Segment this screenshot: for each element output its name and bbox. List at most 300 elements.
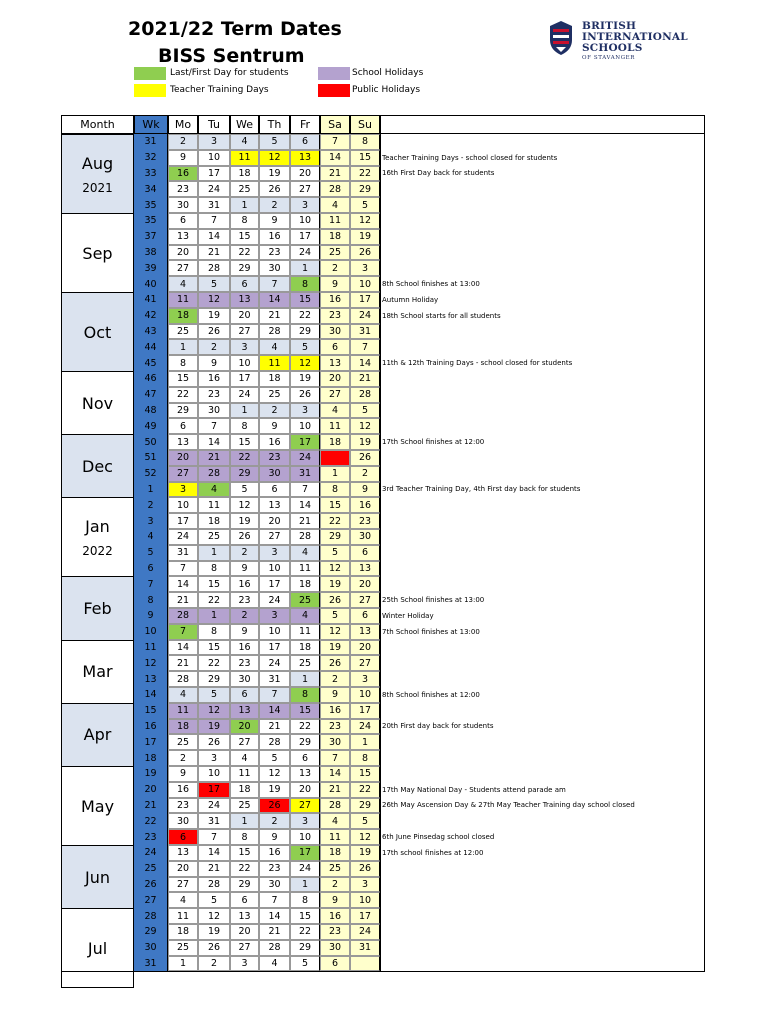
day-cell-tu: 26	[198, 324, 230, 340]
day-cell-tu: 15	[198, 640, 230, 656]
day-cell-sa: 23	[320, 719, 350, 735]
day-cell-th: 11	[259, 355, 290, 371]
week-number: 5	[134, 545, 168, 561]
day-cell-tu: 26	[198, 734, 230, 750]
day-cell-we: 4	[230, 750, 259, 766]
day-cell-sa: 11	[320, 418, 350, 434]
day-cell-su: 13	[350, 561, 380, 577]
week-number: 37	[134, 229, 168, 245]
week-number: 26	[134, 877, 168, 893]
day-cell-we: 12	[230, 497, 259, 513]
logo-line-2: INTERNATIONAL	[582, 31, 688, 43]
week-note: 6th June Pinsedag school closed	[382, 833, 495, 842]
day-cell-th: 24	[259, 655, 290, 671]
day-cell-mo: 20	[168, 861, 198, 877]
day-cell-mo: 29	[168, 403, 198, 419]
day-cell-th: 7	[259, 892, 290, 908]
day-cell-th: 26	[259, 798, 290, 814]
week-note: 25th School finishes at 13:00	[382, 596, 485, 605]
day-cell-we: 29	[230, 260, 259, 276]
day-cell-th: 26	[259, 181, 290, 197]
day-cell-we: 18	[230, 782, 259, 798]
day-cell-tu: 19	[198, 719, 230, 735]
week-number: 34	[134, 181, 168, 197]
day-cell-sa: 4	[320, 403, 350, 419]
day-cell-we: 29	[230, 877, 259, 893]
day-cell-mo: 6	[168, 213, 198, 229]
day-cell-mo: 15	[168, 371, 198, 387]
day-cell-th: 4	[259, 339, 290, 355]
day-cell-we: 6	[230, 892, 259, 908]
day-cell-sa: 16	[320, 292, 350, 308]
day-cell-su: 3	[350, 260, 380, 276]
day-cell-tu: 28	[198, 877, 230, 893]
header-tu: Tu	[198, 115, 230, 134]
page-subtitle: BISS Sentrum	[158, 45, 305, 67]
day-cell-we: 2	[230, 608, 259, 624]
week-number: 9	[134, 608, 168, 624]
header-sa: Sa	[320, 115, 350, 134]
day-cell-th: 9	[259, 829, 290, 845]
day-cell-tu: 12	[198, 292, 230, 308]
day-cell-sa: 5	[320, 545, 350, 561]
day-cell-mo: 4	[168, 276, 198, 292]
day-cell-we: 11	[230, 766, 259, 782]
day-cell-th: 31	[259, 671, 290, 687]
day-cell-th: 17	[259, 576, 290, 592]
week-number: 10	[134, 624, 168, 640]
month-name: Nov	[81, 393, 114, 413]
day-cell-mo: 10	[168, 497, 198, 513]
day-cell-sa: 18	[320, 229, 350, 245]
day-cell-fr: 15	[290, 908, 320, 924]
day-cell-th: 12	[259, 766, 290, 782]
day-cell-tu: 15	[198, 576, 230, 592]
day-cell-mo: 6	[168, 829, 198, 845]
day-cell-fr: 18	[290, 576, 320, 592]
day-cell-mo: 11	[168, 908, 198, 924]
month-name: Jan	[85, 516, 110, 536]
day-cell-we: 22	[230, 450, 259, 466]
day-cell-th: 20	[259, 513, 290, 529]
day-cell-we: 3	[230, 956, 259, 972]
week-number: 24	[134, 845, 168, 861]
day-cell-we: 13	[230, 292, 259, 308]
day-cell-we: 19	[230, 513, 259, 529]
day-cell-th: 28	[259, 324, 290, 340]
legend-label-public-holidays: Public Holidays	[352, 85, 421, 95]
header-th: Th	[259, 115, 290, 134]
day-cell-su: 3	[350, 877, 380, 893]
day-cell-th: 23	[259, 245, 290, 261]
day-cell-sa: 9	[320, 687, 350, 703]
week-note: Autumn Holiday	[382, 295, 439, 304]
day-cell-fr: 28	[290, 529, 320, 545]
day-cell-th: 21	[259, 308, 290, 324]
day-cell-we: 15	[230, 229, 259, 245]
day-cell-mo: 24	[168, 529, 198, 545]
day-cell-sa: 25	[320, 450, 350, 466]
day-cell-th: 19	[259, 782, 290, 798]
day-cell-sa: 1	[320, 466, 350, 482]
day-cell-tu: 25	[198, 529, 230, 545]
month-name: Dec	[82, 456, 113, 476]
day-cell-we: 20	[230, 308, 259, 324]
day-cell-th: 30	[259, 877, 290, 893]
day-cell-su: 24	[350, 924, 380, 940]
day-cell-mo: 6	[168, 418, 198, 434]
day-cell-tu: 8	[198, 561, 230, 577]
day-cell-mo: 25	[168, 940, 198, 956]
week-number: 50	[134, 434, 168, 450]
day-cell-th: 16	[259, 229, 290, 245]
day-cell-su: 9	[350, 482, 380, 498]
day-cell-we: 17	[230, 371, 259, 387]
week-number: 4	[134, 529, 168, 545]
week-note: 20th First day back for students	[382, 722, 494, 731]
legend-swatch-public-holidays	[318, 84, 350, 97]
week-number: 41	[134, 292, 168, 308]
day-cell-sa: 25	[320, 861, 350, 877]
day-cell-th: 19	[259, 166, 290, 182]
day-cell-tu: 14	[198, 434, 230, 450]
header-mo: Mo	[168, 115, 198, 134]
month-name: Oct	[83, 322, 112, 342]
day-cell-we: 6	[230, 276, 259, 292]
month-name: Mar	[82, 662, 113, 682]
day-cell-tu: 3	[198, 750, 230, 766]
day-cell-tu: 14	[198, 229, 230, 245]
week-number: 47	[134, 387, 168, 403]
day-cell-fr: 8	[290, 276, 320, 292]
day-cell-fr: 1	[290, 671, 320, 687]
day-cell-fr: 18	[290, 640, 320, 656]
day-cell-mo: 25	[168, 734, 198, 750]
day-cell-su: 26	[350, 450, 380, 466]
week-number: 3	[134, 513, 168, 529]
day-cell-tu: 21	[198, 861, 230, 877]
week-number: 32	[134, 150, 168, 166]
day-cell-sa: 28	[320, 798, 350, 814]
day-cell-th: 14	[259, 292, 290, 308]
day-cell-su: 29	[350, 181, 380, 197]
day-cell-th: 30	[259, 466, 290, 482]
day-cell-sa: 11	[320, 213, 350, 229]
day-cell-su: 15	[350, 766, 380, 782]
day-cell-we: 23	[230, 655, 259, 671]
day-cell-sa: 16	[320, 908, 350, 924]
day-cell-sa: 7	[320, 134, 350, 150]
day-cell-tu: 10	[198, 150, 230, 166]
day-cell-fr: 8	[290, 892, 320, 908]
day-cell-mo: 28	[168, 671, 198, 687]
header-month: Month	[61, 115, 134, 134]
day-cell-th: 4	[259, 956, 290, 972]
day-cell-mo: 17	[168, 513, 198, 529]
week-number: 21	[134, 798, 168, 814]
day-cell-su: 12	[350, 213, 380, 229]
week-number: 15	[134, 703, 168, 719]
day-cell-su: 23	[350, 513, 380, 529]
day-cell-fr: 3	[290, 197, 320, 213]
day-cell-tu: 23	[198, 387, 230, 403]
day-cell-fr: 1	[290, 877, 320, 893]
day-cell-fr: 10	[290, 213, 320, 229]
day-cell-mo: 16	[168, 782, 198, 798]
day-cell-tu: 5	[198, 276, 230, 292]
day-cell-sa: 18	[320, 434, 350, 450]
week-number: 29	[134, 924, 168, 940]
day-cell-we: 30	[230, 671, 259, 687]
day-cell-fr: 24	[290, 245, 320, 261]
day-cell-tu: 19	[198, 308, 230, 324]
week-number: 6	[134, 561, 168, 577]
day-cell-th: 7	[259, 276, 290, 292]
day-cell-fr: 4	[290, 608, 320, 624]
day-cell-su: 20	[350, 576, 380, 592]
day-cell-fr: 6	[290, 134, 320, 150]
table-border	[61, 115, 705, 972]
legend-label-training-days: Teacher Training Days	[170, 85, 269, 95]
week-number: 25	[134, 861, 168, 877]
day-cell-we: 20	[230, 719, 259, 735]
day-cell-we: 25	[230, 181, 259, 197]
day-cell-th: 3	[259, 608, 290, 624]
day-cell-th: 30	[259, 260, 290, 276]
day-cell-sa: 22	[320, 513, 350, 529]
crest-icon	[548, 20, 574, 56]
week-number: 46	[134, 371, 168, 387]
day-cell-th: 18	[259, 371, 290, 387]
day-cell-su: 27	[350, 655, 380, 671]
day-cell-we: 4	[230, 134, 259, 150]
day-cell-su: 31	[350, 940, 380, 956]
day-cell-su: 7	[350, 339, 380, 355]
day-cell-we: 8	[230, 829, 259, 845]
day-cell-su: 28	[350, 387, 380, 403]
day-cell-mo: 14	[168, 576, 198, 592]
day-cell-sa: 12	[320, 624, 350, 640]
day-cell-fr: 25	[290, 592, 320, 608]
day-cell-we: 8	[230, 213, 259, 229]
day-cell-mo: 9	[168, 150, 198, 166]
notes-divider	[380, 115, 381, 972]
week-number: 14	[134, 687, 168, 703]
day-cell-we: 9	[230, 624, 259, 640]
day-cell-su: 10	[350, 687, 380, 703]
day-cell-tu: 7	[198, 418, 230, 434]
day-cell-tu: 10	[198, 766, 230, 782]
day-cell-fr: 11	[290, 561, 320, 577]
day-cell-su: 6	[350, 608, 380, 624]
day-cell-th: 21	[259, 924, 290, 940]
day-cell-sa: 8	[320, 482, 350, 498]
header-we: We	[230, 115, 259, 134]
day-cell-su: 29	[350, 798, 380, 814]
day-cell-sa: 9	[320, 892, 350, 908]
day-cell-we: 5	[230, 482, 259, 498]
day-cell-tu: 28	[198, 260, 230, 276]
day-cell-tu: 12	[198, 908, 230, 924]
day-cell-sa: 5	[320, 608, 350, 624]
day-cell-mo: 4	[168, 687, 198, 703]
day-cell-we: 6	[230, 687, 259, 703]
day-cell-mo: 30	[168, 197, 198, 213]
legend-label-student-days: Last/First Day for students	[170, 68, 289, 78]
week-note: 7th School finishes at 13:00	[382, 627, 480, 636]
day-cell-sa: 16	[320, 703, 350, 719]
day-cell-fr: 5	[290, 339, 320, 355]
day-cell-su: 21	[350, 371, 380, 387]
day-cell-su: 31	[350, 324, 380, 340]
day-cell-we: 16	[230, 640, 259, 656]
month-year: 2022	[82, 543, 113, 558]
day-cell-sa: 14	[320, 150, 350, 166]
day-cell-sa: 27	[320, 387, 350, 403]
day-cell-fr: 22	[290, 719, 320, 735]
day-cell-mo: 4	[168, 892, 198, 908]
day-cell-tu: 22	[198, 655, 230, 671]
day-cell-we: 27	[230, 324, 259, 340]
day-cell-mo: 20	[168, 450, 198, 466]
week-number: 51	[134, 450, 168, 466]
day-cell-mo: 1	[168, 339, 198, 355]
week-note: 8th School finishes at 13:00	[382, 280, 480, 289]
day-cell-th: 2	[259, 197, 290, 213]
day-cell-th: 28	[259, 940, 290, 956]
day-cell-we: 2	[230, 545, 259, 561]
day-cell-sa: 26	[320, 655, 350, 671]
week-number: 33	[134, 166, 168, 182]
day-cell-th: 7	[259, 687, 290, 703]
day-cell-sa: 21	[320, 166, 350, 182]
day-cell-tu: 24	[198, 798, 230, 814]
day-cell-mo: 21	[168, 592, 198, 608]
day-cell-mo: 16	[168, 166, 198, 182]
day-cell-mo: 9	[168, 766, 198, 782]
day-cell-su: 22	[350, 782, 380, 798]
day-cell-mo: 28	[168, 608, 198, 624]
day-cell-mo: 20	[168, 245, 198, 261]
day-cell-th: 27	[259, 529, 290, 545]
logo-line-3: SCHOOLS	[582, 42, 643, 54]
day-cell-tu: 16	[198, 371, 230, 387]
day-cell-th: 2	[259, 813, 290, 829]
day-cell-we: 1	[230, 403, 259, 419]
day-cell-mo: 13	[168, 229, 198, 245]
day-cell-fr: 10	[290, 829, 320, 845]
day-cell-th: 5	[259, 134, 290, 150]
day-cell-fr: 3	[290, 403, 320, 419]
day-cell-th: 21	[259, 719, 290, 735]
day-cell-mo: 7	[168, 624, 198, 640]
week-note: 17th school finishes at 12:00	[382, 848, 484, 857]
logo-line-4: OF STAVANGER	[582, 55, 636, 61]
month-name: May	[80, 796, 115, 816]
day-cell-we: 15	[230, 434, 259, 450]
day-cell-sa: 6	[320, 339, 350, 355]
day-cell-th: 28	[259, 734, 290, 750]
week-note: 18th School starts for all students	[382, 311, 501, 320]
day-cell-we: 23	[230, 592, 259, 608]
month-name: Aug	[81, 153, 114, 173]
week-note: 3rd Teacher Training Day, 4th First day back for students	[382, 485, 581, 494]
day-cell-su: 24	[350, 308, 380, 324]
week-number: 22	[134, 813, 168, 829]
day-cell-tu: 22	[198, 592, 230, 608]
day-cell-we: 26	[230, 529, 259, 545]
day-cell-tu: 24	[198, 181, 230, 197]
day-cell-mo: 3	[168, 482, 198, 498]
day-cell-fr: 29	[290, 734, 320, 750]
day-cell-su: 13	[350, 624, 380, 640]
week-number: 28	[134, 908, 168, 924]
day-cell-fr: 8	[290, 687, 320, 703]
day-cell-su: 17	[350, 908, 380, 924]
day-cell-su: 20	[350, 640, 380, 656]
day-cell-fr: 10	[290, 418, 320, 434]
day-cell-sa: 2	[320, 671, 350, 687]
legend-swatch-student-days	[134, 67, 166, 80]
day-cell-tu: 2	[198, 339, 230, 355]
day-cell-mo: 7	[168, 561, 198, 577]
day-cell-su: 22	[350, 166, 380, 182]
day-cell-th: 14	[259, 908, 290, 924]
week-number: 35	[134, 197, 168, 213]
day-cell-we: 27	[230, 734, 259, 750]
day-cell-mo: 13	[168, 434, 198, 450]
day-cell-fr: 24	[290, 450, 320, 466]
week-note: 26th May Ascension Day & 27th May Teacher Training day school closed	[382, 801, 635, 810]
week-number: 18	[134, 750, 168, 766]
day-cell-mo: 11	[168, 703, 198, 719]
week-number: 43	[134, 324, 168, 340]
day-cell-tu: 31	[198, 813, 230, 829]
day-cell-mo: 2	[168, 750, 198, 766]
day-cell-mo: 8	[168, 355, 198, 371]
day-cell-th: 23	[259, 450, 290, 466]
day-cell-tu: 14	[198, 845, 230, 861]
day-cell-su: 8	[350, 134, 380, 150]
week-number: 16	[134, 719, 168, 735]
day-cell-su: 14	[350, 355, 380, 371]
day-cell-sa: 11	[320, 829, 350, 845]
day-cell-tu: 3	[198, 134, 230, 150]
day-cell-fr: 29	[290, 324, 320, 340]
day-cell-sa: 28	[320, 181, 350, 197]
day-cell-fr: 22	[290, 924, 320, 940]
day-cell-mo: 27	[168, 877, 198, 893]
day-cell-su: 1	[350, 734, 380, 750]
day-cell-th: 3	[259, 545, 290, 561]
day-cell-th: 12	[259, 150, 290, 166]
day-cell-mo: 25	[168, 324, 198, 340]
day-cell-we: 11	[230, 150, 259, 166]
day-cell-sa: 4	[320, 813, 350, 829]
day-cell-mo: 18	[168, 308, 198, 324]
week-number: 30	[134, 940, 168, 956]
week-number: 2	[134, 497, 168, 513]
week-number: 1	[134, 482, 168, 498]
day-cell-su: 10	[350, 892, 380, 908]
day-cell-fr: 24	[290, 861, 320, 877]
day-cell-su: 5	[350, 403, 380, 419]
day-cell-su: 3	[350, 671, 380, 687]
day-cell-su: 5	[350, 813, 380, 829]
day-cell-sa: 9	[320, 276, 350, 292]
day-cell-fr: 13	[290, 150, 320, 166]
day-cell-tu: 21	[198, 245, 230, 261]
